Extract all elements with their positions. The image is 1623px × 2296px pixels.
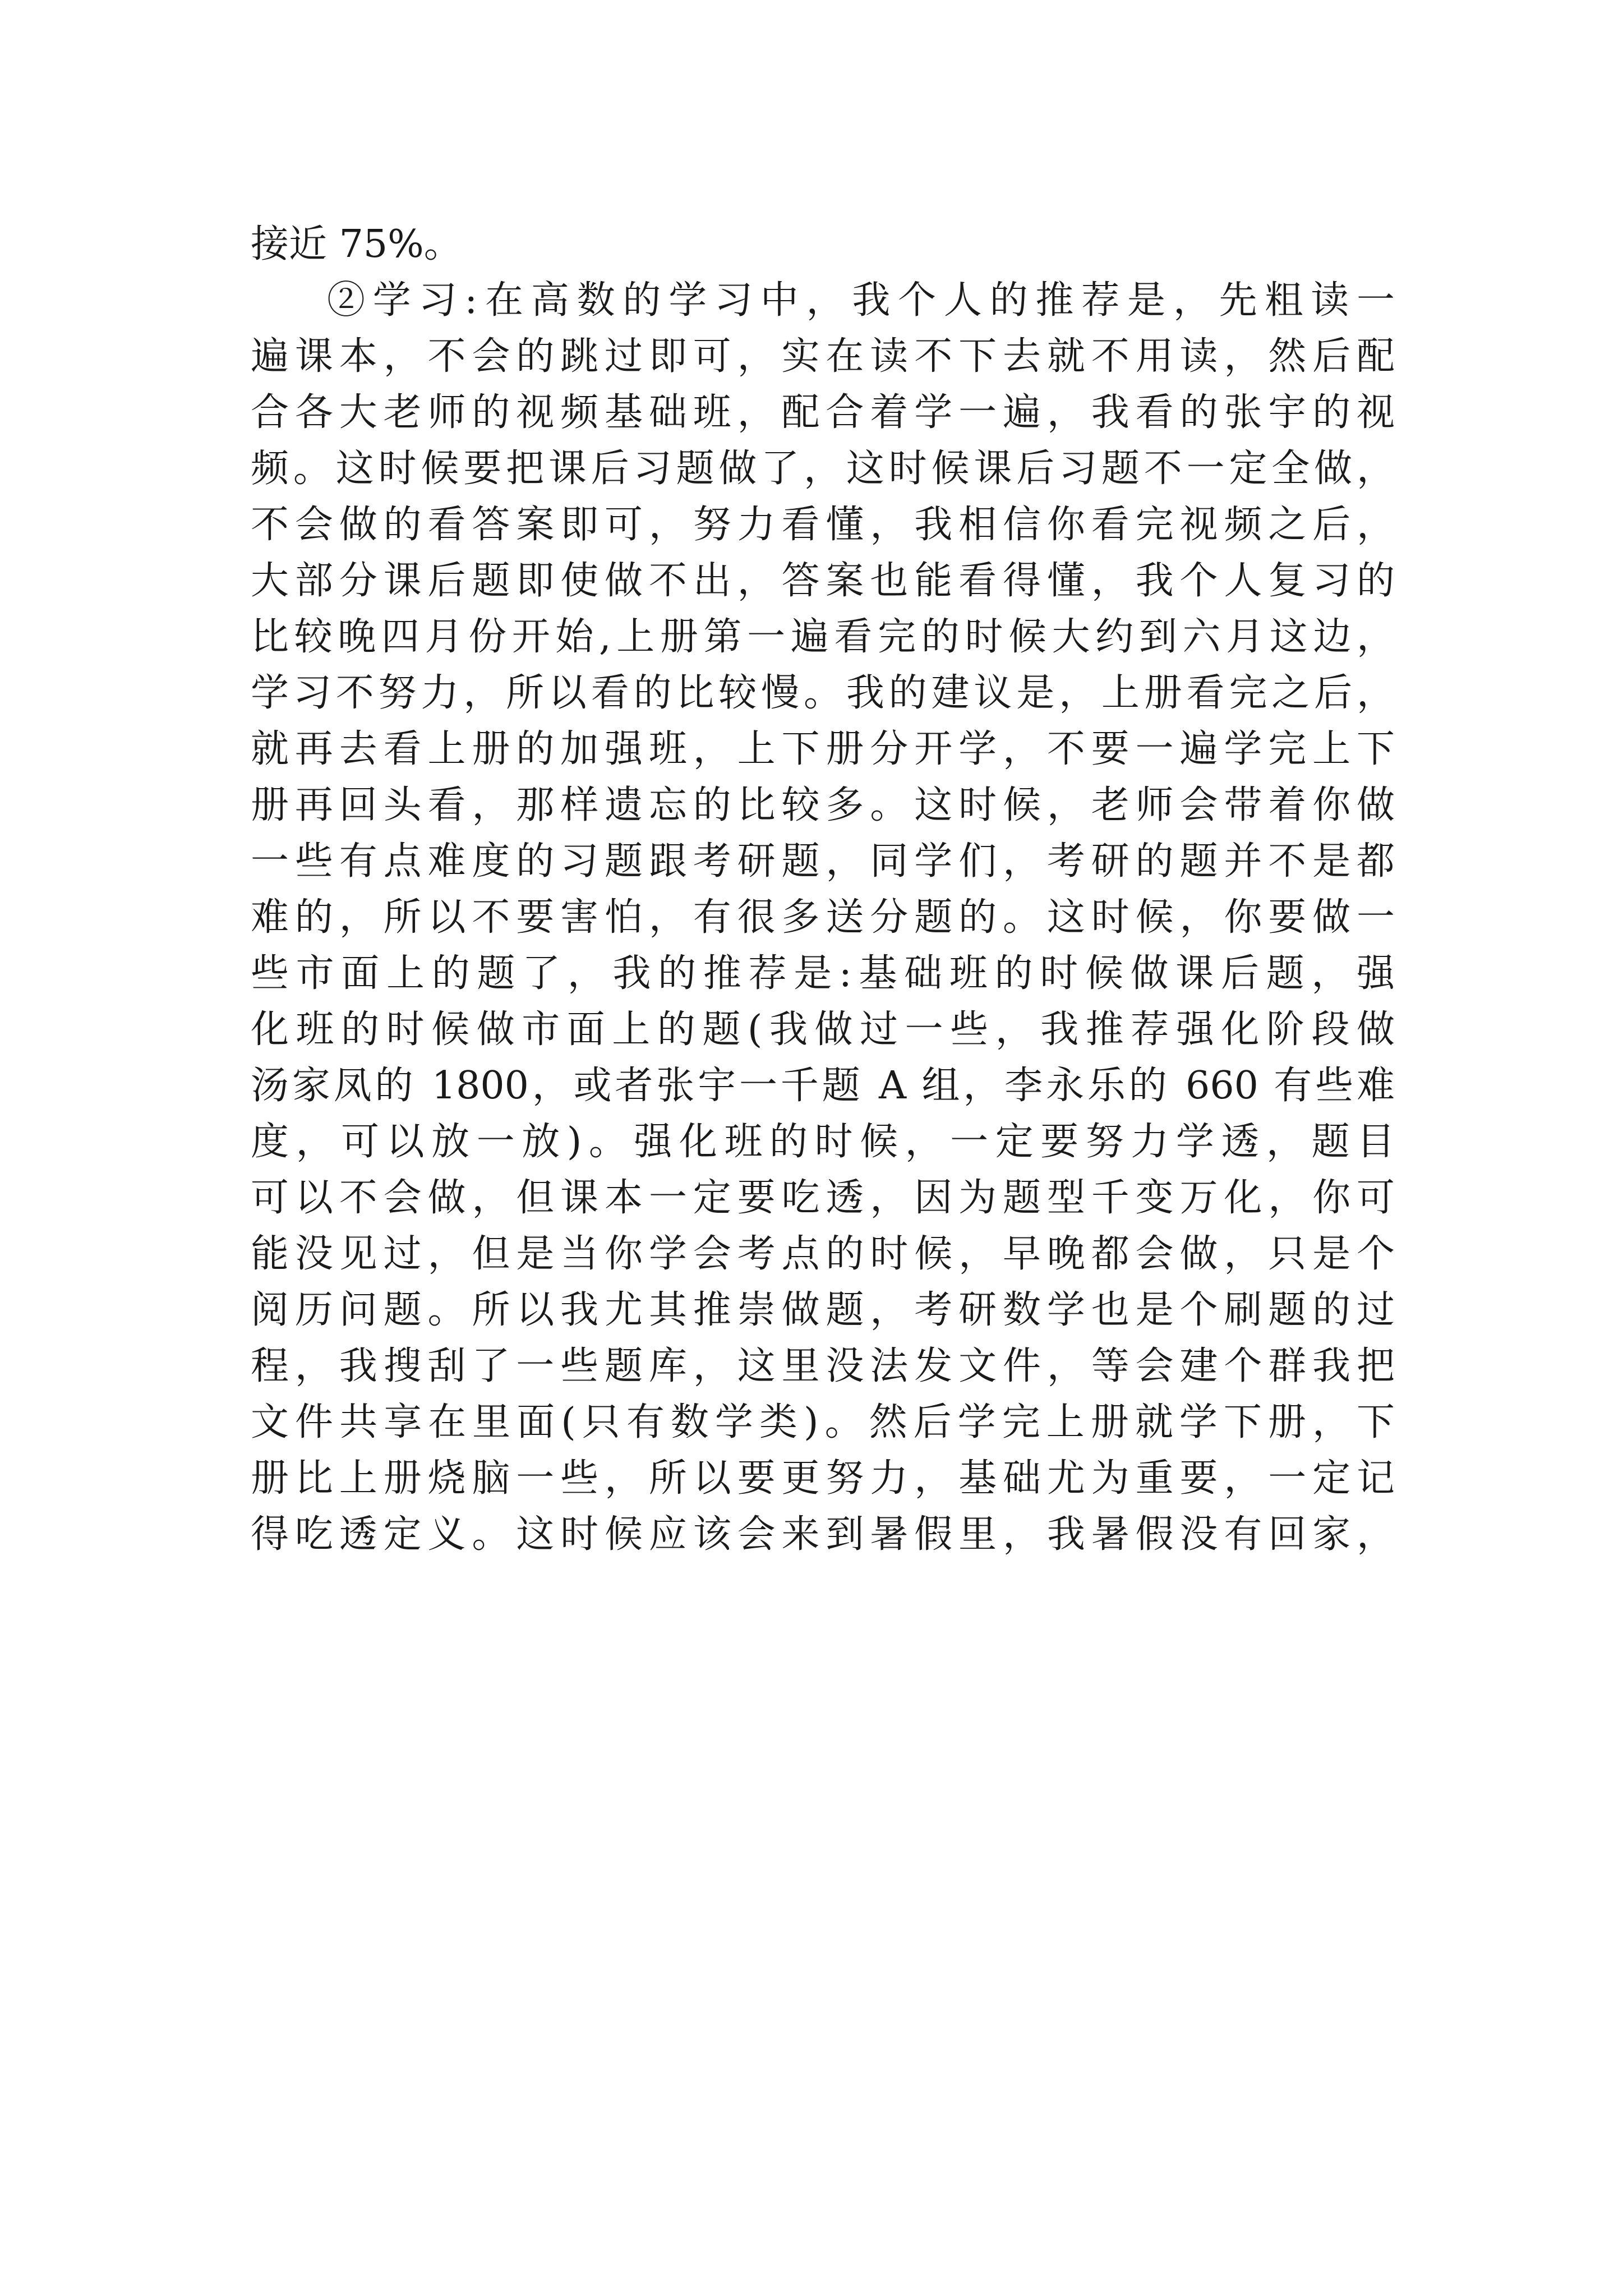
text-line: 册比上册烧脑一些，所以要更努力，基础尤为重要，一定记 <box>251 1456 1395 1501</box>
text-line: 不会做的看答案即可，努力看懂，我相信你看完视频之后， <box>251 503 1395 547</box>
text-line: 合各大老师的视频基础班，配合着学一遍，我看的张宇的视 <box>251 390 1395 435</box>
text-line: ②学习:在高数的学习中，我个人的推荐是，先粗读一 <box>327 278 1395 323</box>
text-line: 些市面上的题了，我的推荐是:基础班的时候做课后题，强 <box>251 951 1395 996</box>
text-line: 难的，所以不要害怕，有很多送分题的。这时候，你要做一 <box>251 895 1395 940</box>
text-line: 度，可以放一放)。强化班的时候，一定要努力学透，题目 <box>251 1120 1395 1164</box>
text-line: 程，我搜刮了一些题库，这里没法发文件，等会建个群我把 <box>251 1344 1395 1388</box>
text-line: 一些有点难度的习题跟考研题，同学们，考研的题并不是都 <box>251 839 1395 884</box>
text-line: 大部分课后题即使做不出，答案也能看得懂，我个人复习的 <box>251 559 1395 603</box>
text-line: 可以不会做，但课本一定要吃透，因为题型千变万化，你可 <box>251 1176 1395 1220</box>
text-line: 就再去看上册的加强班，上下册分开学，不要一遍学完上下 <box>251 727 1395 771</box>
text-line: 学习不努力，所以看的比较慢。我的建议是，上册看完之后， <box>251 671 1395 715</box>
text-line: 汤家凤的 1800，或者张宇一千题 A 组，李永乐的 660 有些难 <box>251 1064 1395 1108</box>
text-line: 文件共享在里面(只有数学类)。然后学完上册就学下册，下 <box>251 1400 1395 1444</box>
text-line: 得吃透定义。这时候应该会来到暑假里，我暑假没有回家， <box>251 1512 1395 1557</box>
body-text <box>251 217 1395 1563</box>
text-line: 接近 75%。 <box>251 222 462 266</box>
text-line: 能没见过，但是当你学会考点的时候，早晚都会做，只是个 <box>251 1232 1395 1276</box>
text-line: 频。这时候要把课后习题做了，这时候课后习题不一定全做， <box>251 447 1395 491</box>
text-line: 化班的时候做市面上的题(我做过一些，我推荐强化阶段做 <box>251 1007 1395 1052</box>
text-line: 遍课本，不会的跳过即可，实在读不下去就不用读，然后配 <box>251 334 1395 379</box>
text-line: 册再回头看，那样遗忘的比较多。这时候，老师会带着你做 <box>251 783 1395 827</box>
text-line: 比较晚四月份开始,上册第一遍看完的时候大约到六月这边， <box>251 615 1395 659</box>
text-line: 阅历问题。所以我尤其推崇做题，考研数学也是个刷题的过 <box>251 1288 1395 1332</box>
